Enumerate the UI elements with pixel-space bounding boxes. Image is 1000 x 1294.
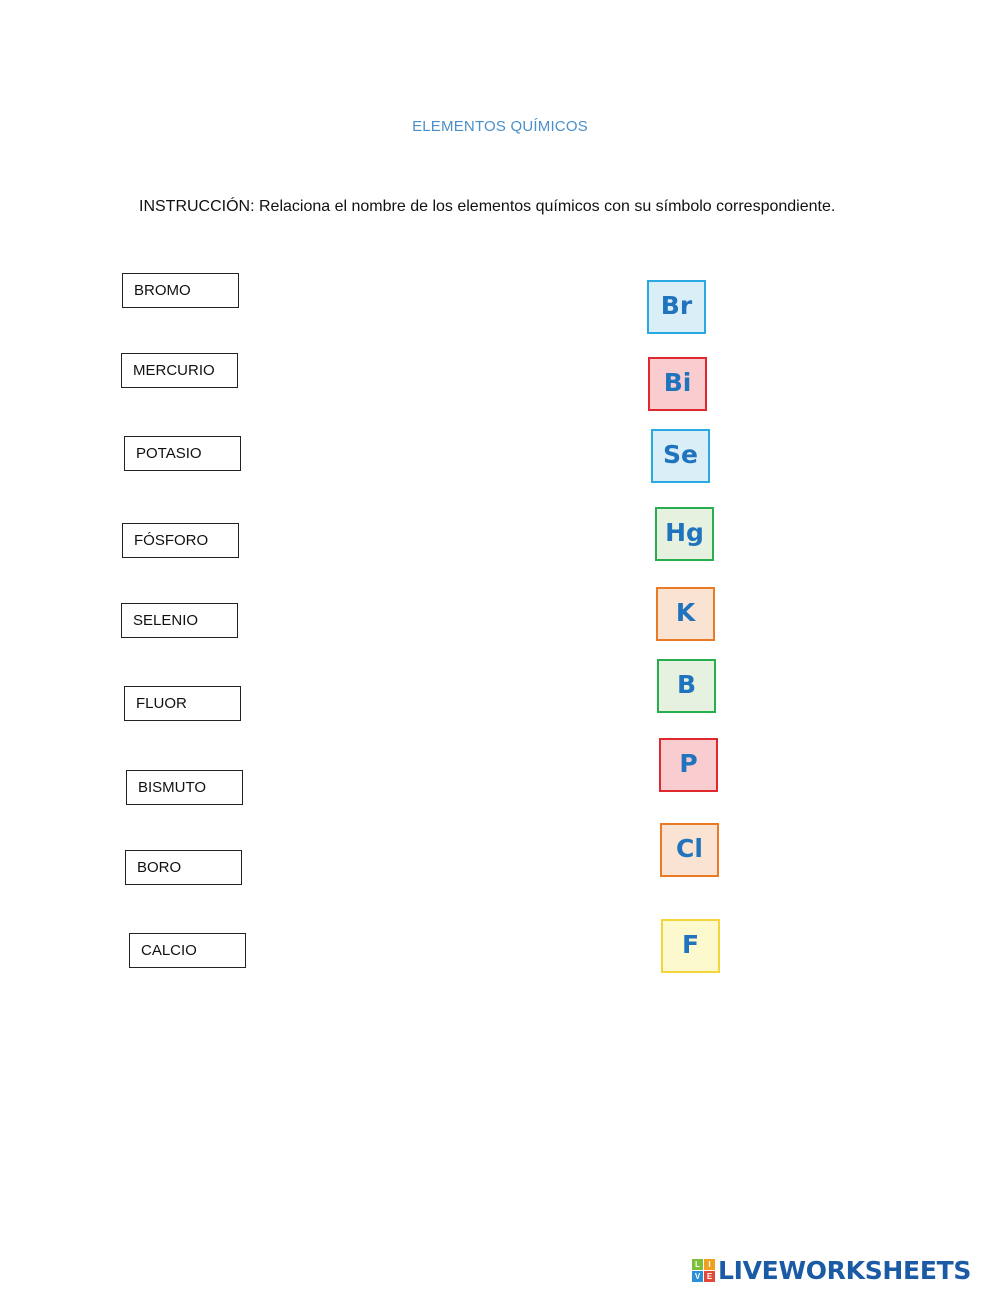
symbol-tile-bi[interactable]: Bi (648, 357, 707, 411)
logo-mark-letter: E (704, 1271, 715, 1282)
symbol-tile-f[interactable]: F (661, 919, 720, 973)
symbol-tile-cl[interactable]: Cl (660, 823, 719, 877)
name-box-selenio[interactable]: SELENIO (121, 603, 238, 638)
symbol-tile-k[interactable]: K (656, 587, 715, 641)
name-box-mercurio[interactable]: MERCURIO (121, 353, 238, 388)
symbol-tile-br[interactable]: Br (647, 280, 706, 334)
name-box-potasio[interactable]: POTASIO (124, 436, 241, 471)
name-box-boro[interactable]: BORO (125, 850, 242, 885)
logo-mark-icon (692, 1259, 715, 1282)
logo-mark-letter: I (704, 1259, 715, 1270)
name-box-calcio[interactable]: CALCIO (129, 933, 246, 968)
symbol-tile-p[interactable]: P (659, 738, 718, 792)
symbol-tile-se[interactable]: Se (651, 429, 710, 483)
instruction-text: INSTRUCCIÓN: Relaciona el nombre de los elementos químicos con su símbolo correspondiente. (139, 198, 836, 215)
symbol-tile-b[interactable]: B (657, 659, 716, 713)
name-box-fosforo[interactable]: FÓSFORO (122, 523, 239, 558)
symbol-tile-hg[interactable]: Hg (655, 507, 714, 561)
logo-mark-letter: L (692, 1259, 703, 1270)
logo-text: LIVEWORKSHEETS (718, 1255, 972, 1285)
name-box-bismuto[interactable]: BISMUTO (126, 770, 243, 805)
name-box-bromo[interactable]: BROMO (122, 273, 239, 308)
name-box-fluor[interactable]: FLUOR (124, 686, 241, 721)
logo-mark-letter: V (692, 1271, 703, 1282)
worksheet-title: ELEMENTOS QUÍMICOS (412, 118, 588, 135)
liveworksheets-logo (692, 1256, 971, 1284)
